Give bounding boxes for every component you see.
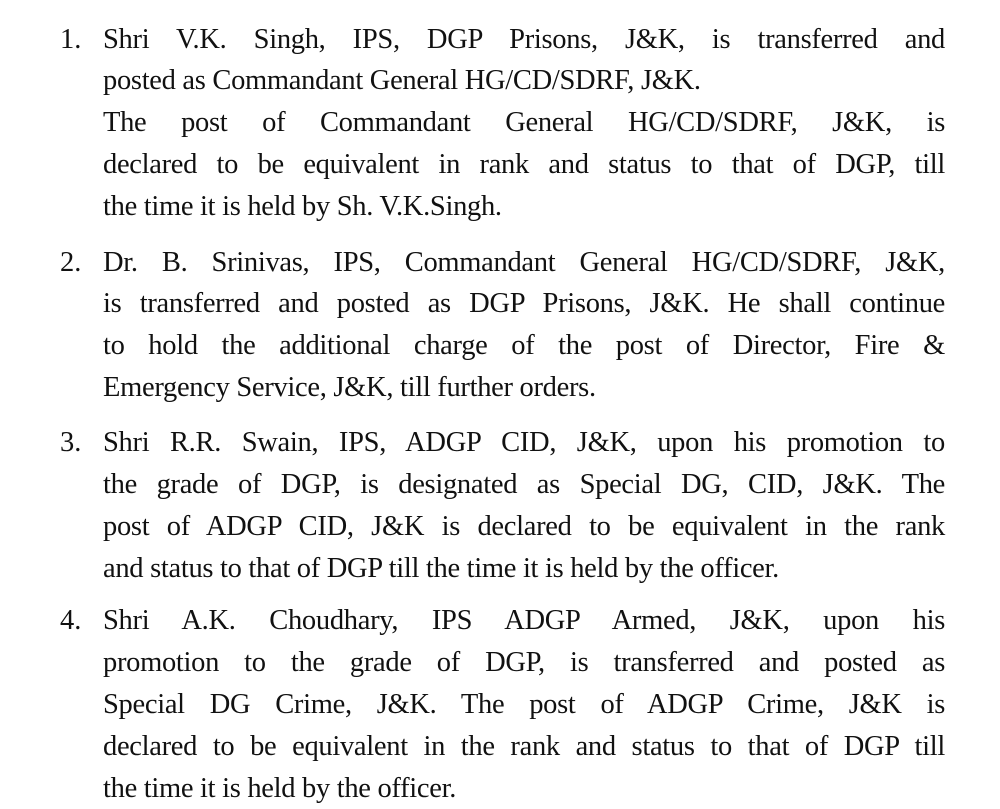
item-number: 2. [60,247,82,278]
item-line: posted as Commandant General HG/CD/SDRF, J&K. [103,65,701,96]
item-line: the time it is held by the officer. [103,773,457,804]
item-line: declared to be equivalent in the rank and status to that of DGP till [103,731,945,762]
item-line: Dr. B. Srinivas, IPS, Commandant General HG/CD/SDRF, J&K, [103,247,945,278]
item-line: to hold the additional charge of the post of Director, Fire & [103,330,945,361]
item-line: Shri A.K. Choudhary, IPS ADGP Armed, J&K, upon his [103,605,945,636]
item-line: Special DG Crime, J&K. The post of ADGP Crime, J&K is [103,689,945,720]
item-number: 4. [60,605,82,636]
item-line: and status to that of DGP till the time it is held by the officer. [103,553,779,584]
item-line: the time it is held by Sh. V.K.Singh. [103,191,502,222]
item-number: 3. [60,427,82,458]
item-line: Shri V.K. Singh, IPS, DGP Prisons, J&K, is transferred and [103,24,945,55]
item-line: is transferred and posted as DGP Prisons, J&K. He shall continue [103,288,945,319]
item-line: Shri R.R. Swain, IPS, ADGP CID, J&K, upon his promotion to [103,427,945,458]
item-line: post of ADGP CID, J&K is declared to be equivalent in the rank [103,511,945,542]
item-line: The post of Commandant General HG/CD/SDRF, J&K, is [103,107,945,138]
item-line: promotion to the grade of DGP, is transferred and posted as [103,647,945,678]
item-line: declared to be equivalent in rank and status to that of DGP, till [103,149,945,180]
item-line: Emergency Service, J&K, till further orders. [103,372,596,403]
item-number: 1. [60,24,82,55]
item-line: the grade of DGP, is designated as Special DG, CID, J&K. The [103,469,945,500]
